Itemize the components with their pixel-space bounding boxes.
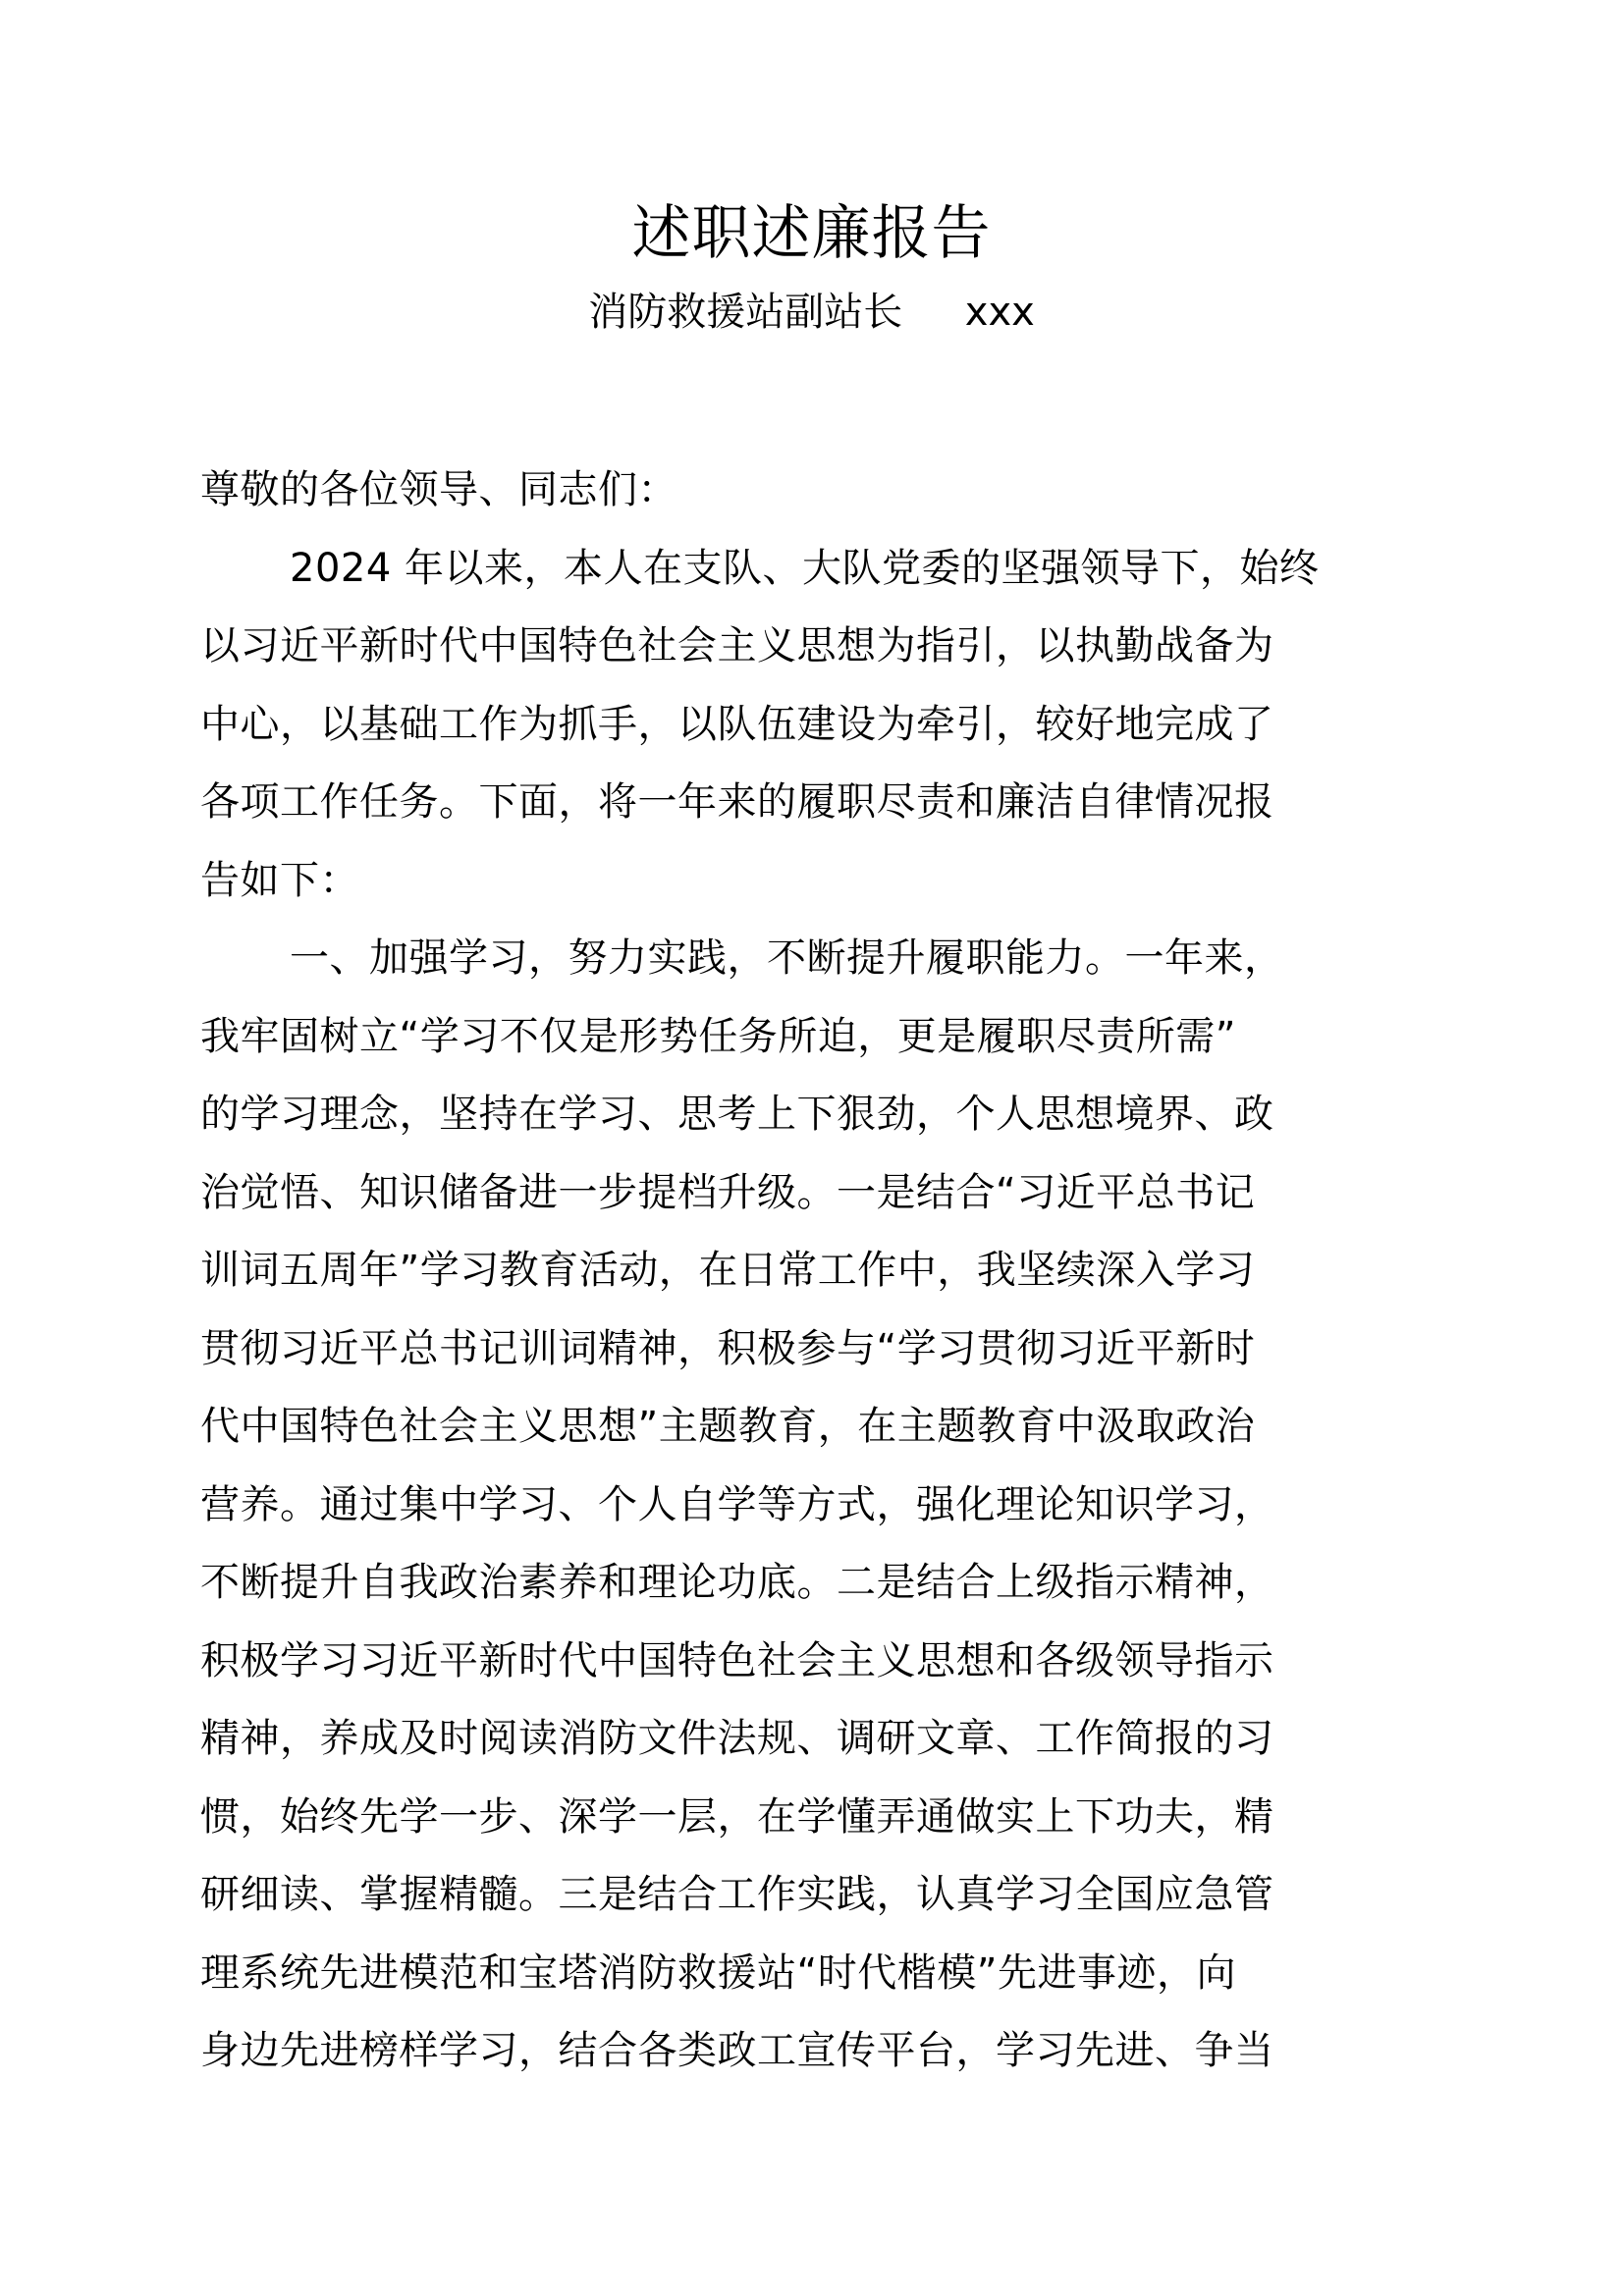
paragraph-line: 精神，养成及时阅读消防文件法规、调研文章、工作简报的习 xyxy=(200,1716,1274,1761)
paragraph-line: 理系统先进模范和宝塔消防救援站“时代楷模”先进事迹，向 xyxy=(200,1949,1236,1996)
paragraph-line: 代中国特色社会主义思想”主题教育，在主题教育中汲取政治 xyxy=(200,1404,1256,1449)
paragraph-line: 惯，始终先学一步、深学一层，在学懂弄通做实上下功夫，精 xyxy=(200,1793,1274,1840)
salutation-line: 尊敬的各位领导、同志们： xyxy=(200,467,677,512)
document-body xyxy=(200,452,1428,2091)
paragraph-line: 告如下： xyxy=(200,857,359,903)
paragraph-line: 训词五周年”学习教育活动，在日常工作中，我坚续深入学习 xyxy=(200,1248,1256,1293)
paragraph-line: 中心，以基础工作为抓手，以队伍建设为牵引，较好地完成了 xyxy=(200,701,1274,747)
paragraph-line: 以习近平新时代中国特色社会主义思想为指引，以执勤战备为 xyxy=(200,623,1274,668)
paragraph-line: 各项工作任务。下面，将一年来的履职尽责和廉洁自律情况报 xyxy=(200,779,1274,825)
paragraph-line: 研细读、掌握精髓。三是结合工作实践，认真学习全国应急管 xyxy=(200,1872,1274,1917)
paragraph-line: 积极学习习近平新时代中国特色社会主义思想和各级领导指示 xyxy=(200,1637,1274,1683)
paragraph-line: 一、加强学习，努力实践，不断提升履职能力。一年来， xyxy=(290,935,1284,981)
paragraph-line: 身边先进榜样学习，结合各类政工宣传平台，学习先进、争当 xyxy=(200,2028,1274,2073)
paragraph-line: 2024 年以来，本人在支队、大队党委的坚强领导下，始终 xyxy=(290,545,1320,591)
paragraph-line: 我牢固树立“学习不仅是形势任务所迫，更是履职尽责所需” xyxy=(200,1013,1236,1059)
paragraph-line: 不断提升自我政治素养和理论功底。二是结合上级指示精神， xyxy=(200,1560,1274,1605)
paragraph-line: 的学习理念，坚持在学习、思考上下狠劲，个人思想境界、政 xyxy=(200,1092,1274,1137)
paragraph-line: 营养。通过集中学习、个人自学等方式，强化理论知识学习， xyxy=(200,1481,1274,1527)
document-title: 述职述廉报告 xyxy=(631,199,992,268)
document-subtitle: 消防救援站副站长 xxx xyxy=(588,290,1035,335)
paragraph-line: 贯彻习近平总书记训词精神，积极参与“学习贯彻习近平新时 xyxy=(200,1325,1256,1371)
paragraph-line: 治觉悟、知识储备进一步提档升级。一是结合“习近平总书记 xyxy=(200,1169,1256,1215)
